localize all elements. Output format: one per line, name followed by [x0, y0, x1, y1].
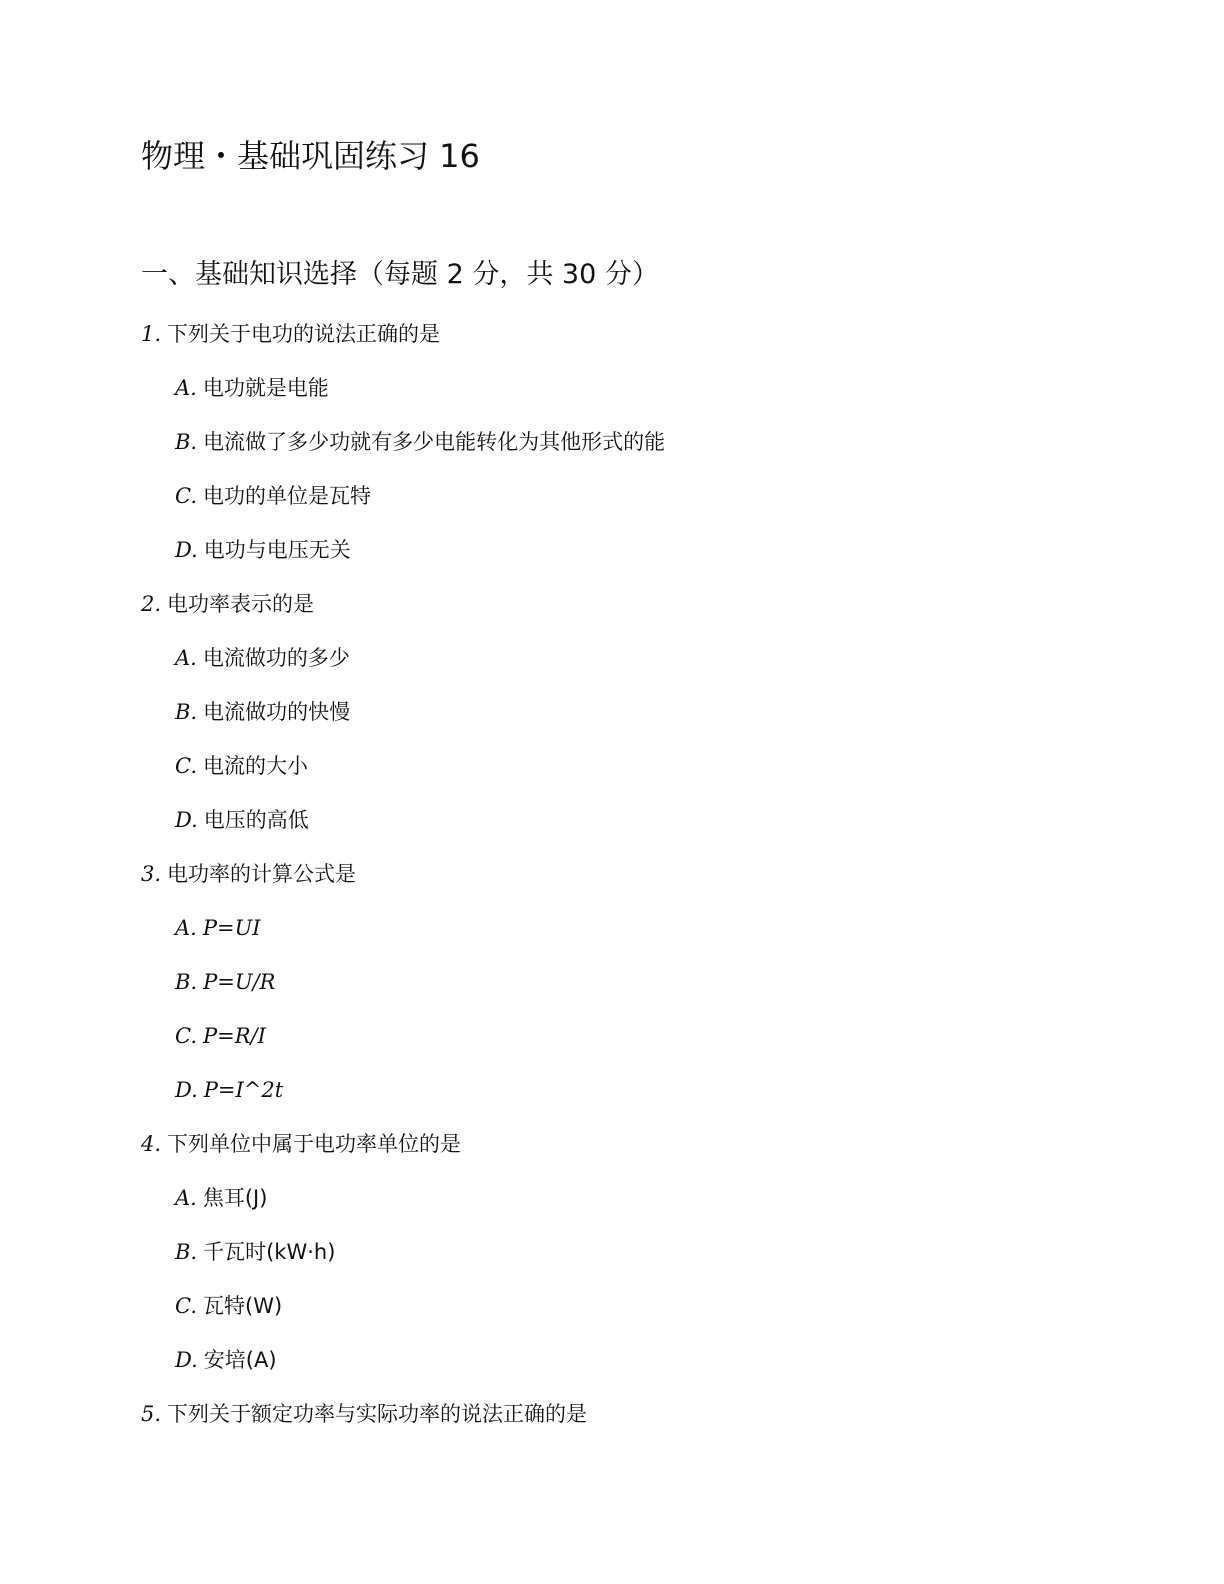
question-2 [141, 585, 1141, 639]
option-letter: B. [175, 1240, 198, 1264]
option-letter: D. [175, 1078, 198, 1102]
option-text: 电流做功的多少 [202, 646, 350, 670]
question-3-option-d [141, 1071, 1141, 1125]
question-stem-text: 电功率的计算公式是 [167, 862, 357, 886]
question-list [141, 315, 1141, 1449]
option-letter: A. [175, 1186, 197, 1210]
question-4-option-d [141, 1341, 1141, 1395]
question-5 [141, 1395, 1141, 1449]
question-number: 3. [141, 862, 162, 886]
question-3-option-b [141, 963, 1141, 1017]
question-4-option-b [141, 1233, 1141, 1287]
option-letter: B. [175, 700, 198, 724]
question-stem-text: 下列关于电功的说法正确的是 [167, 322, 441, 346]
option-letter: D. [175, 1348, 198, 1372]
question-2-option-b [141, 693, 1141, 747]
question-number: 4. [141, 1132, 162, 1156]
option-text: 电流的大小 [203, 754, 308, 778]
option-text: 安培(A) [203, 1348, 277, 1372]
question-stem-text: 下列关于额定功率与实际功率的说法正确的是 [167, 1402, 588, 1426]
option-text: 焦耳(J) [202, 1186, 268, 1210]
question-3-option-c [141, 1017, 1141, 1071]
option-text: 电流做了多少功就有多少电能转化为其他形式的能 [203, 430, 666, 454]
page-title: 物理・基础巩固练习 16 [141, 137, 480, 175]
option-letter: D. [175, 538, 198, 562]
option-text: P=UI [202, 916, 261, 940]
section-heading: 一、基础知识选择（每题 2 分，共 30 分） [141, 259, 659, 290]
option-text: 电功就是电能 [202, 376, 329, 400]
option-letter: D. [175, 808, 198, 832]
option-letter: B. [175, 970, 198, 994]
question-1 [141, 315, 1141, 369]
question-stem-text: 下列单位中属于电功率单位的是 [167, 1132, 462, 1156]
question-3-option-a [141, 909, 1141, 963]
option-letter: C. [175, 1024, 197, 1048]
question-1-option-d [141, 531, 1141, 585]
option-text: 瓦特(W) [203, 1294, 283, 1318]
question-number: 2. [141, 592, 162, 616]
option-letter: C. [175, 754, 197, 778]
question-2-option-d [141, 801, 1141, 855]
question-stem-text: 电功率表示的是 [167, 592, 315, 616]
option-letter: A. [175, 646, 197, 670]
option-text: P=I^2t [203, 1078, 284, 1102]
question-number: 5. [141, 1402, 162, 1426]
option-letter: A. [175, 916, 197, 940]
question-number: 1. [141, 322, 162, 346]
option-text: 千瓦时(kW·h) [203, 1240, 336, 1264]
option-letter: C. [175, 484, 197, 508]
question-2-option-c [141, 747, 1141, 801]
question-2-option-a [141, 639, 1141, 693]
option-text: 电压的高低 [203, 808, 309, 832]
question-4 [141, 1125, 1141, 1179]
option-letter: C. [175, 1294, 197, 1318]
option-text: P=R/I [203, 1024, 266, 1048]
option-text: P=U/R [203, 970, 276, 994]
question-1-option-c [141, 477, 1141, 531]
option-text: 电功与电压无关 [203, 538, 351, 562]
question-1-option-a [141, 369, 1141, 423]
option-text: 电流做功的快慢 [203, 700, 351, 724]
option-letter: A. [175, 376, 197, 400]
question-4-option-a [141, 1179, 1141, 1233]
question-4-option-c [141, 1287, 1141, 1341]
question-1-option-b [141, 423, 1141, 477]
option-text: 电功的单位是瓦特 [203, 484, 371, 508]
option-letter: B. [175, 430, 198, 454]
question-3 [141, 855, 1141, 909]
